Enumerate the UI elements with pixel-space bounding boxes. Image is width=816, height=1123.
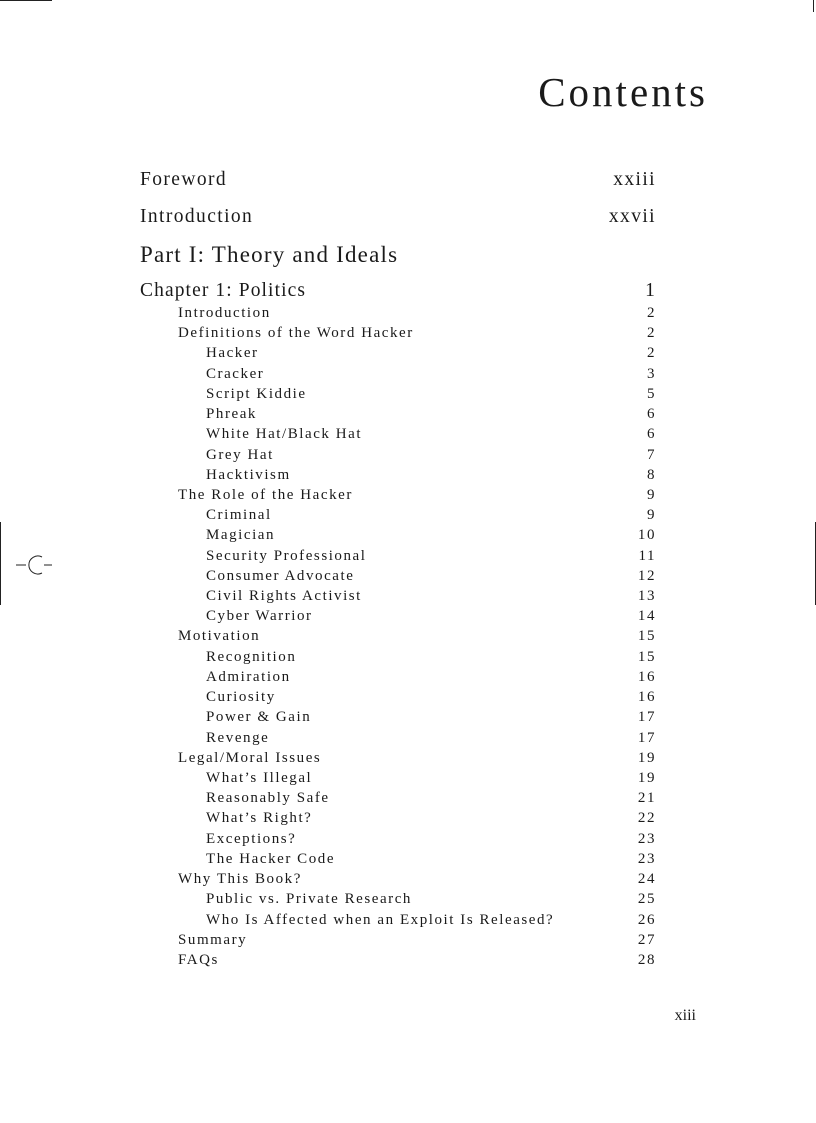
toc-subsection[interactable] <box>206 567 656 585</box>
toc-entry-title: The Role of the Hacker <box>178 487 353 503</box>
toc-part-title: Part I: Theory and Ideals <box>140 242 399 267</box>
toc-subsection[interactable] <box>206 830 656 848</box>
toc-entry-page: 9 <box>646 507 656 523</box>
toc-entry-title: Recognition <box>206 649 297 665</box>
toc-entry-title: Revenge <box>206 730 270 746</box>
toc-entry-page: 6 <box>646 406 656 422</box>
toc-subsection[interactable] <box>206 789 656 807</box>
toc-entry-page: 16 <box>637 669 656 685</box>
toc-entry-title: Cracker <box>206 366 265 382</box>
toc-subsection[interactable] <box>206 587 656 605</box>
toc-subsection[interactable] <box>206 809 656 827</box>
toc-entry-page: 6 <box>646 426 656 442</box>
toc-entry-page: 3 <box>646 366 656 382</box>
toc-entry-page: 12 <box>637 568 656 584</box>
toc-subsection[interactable] <box>206 708 656 726</box>
toc-subsection[interactable] <box>206 425 656 443</box>
toc-entry-foreword[interactable] <box>140 168 656 192</box>
toc-section[interactable] <box>178 931 656 949</box>
toc-subsection[interactable] <box>206 506 656 524</box>
toc-entry-title: Power & Gain <box>206 709 312 725</box>
toc-entry-title: Script Kiddie <box>206 386 307 402</box>
toc-entry-page: 23 <box>637 831 656 847</box>
toc-entry-page: 19 <box>637 750 656 766</box>
toc-entry-page: 13 <box>637 588 656 604</box>
page-title: Contents <box>538 69 708 115</box>
toc-entry-title: Foreword <box>140 169 228 190</box>
toc-subsection[interactable] <box>206 405 656 423</box>
toc-subsection[interactable] <box>206 688 656 706</box>
toc-subsection[interactable] <box>206 547 656 565</box>
toc-subsection[interactable] <box>206 729 656 747</box>
toc-entry-page: 9 <box>646 487 656 503</box>
toc-entry-title: Who Is Affected when an Exploit Is Released? <box>206 912 555 928</box>
toc-entry-page: 25 <box>637 891 656 907</box>
toc-entry-page: xxvii <box>608 206 656 227</box>
toc-entry-page: 5 <box>646 386 656 402</box>
toc-subsection[interactable] <box>206 607 656 625</box>
toc-entry-page: 8 <box>646 467 656 483</box>
toc-subsection[interactable] <box>206 648 656 666</box>
toc-section[interactable] <box>178 324 656 342</box>
toc-entry-page: 26 <box>637 912 656 928</box>
toc-entry-page: 28 <box>637 952 656 968</box>
toc-subsection[interactable] <box>206 385 656 403</box>
toc-entry-title: What’s Illegal <box>206 770 313 786</box>
page-number: xiii <box>674 1007 696 1024</box>
toc-entry-page: xxiii <box>613 169 656 190</box>
toc-entry-page: 2 <box>646 305 656 321</box>
toc-entry-title: FAQs <box>178 952 219 968</box>
toc-chapter-1[interactable] <box>140 279 656 303</box>
toc-entry-title: Admiration <box>206 669 291 685</box>
toc-entry-page: 7 <box>646 447 656 463</box>
toc-subsection[interactable] <box>206 344 656 362</box>
toc-entry-title: Public vs. Private Research <box>206 891 412 907</box>
toc-entry-page: 21 <box>637 790 656 806</box>
toc-entry-title: Motivation <box>178 628 261 644</box>
toc-entry-title: Phreak <box>206 406 257 422</box>
toc-section[interactable] <box>178 486 656 504</box>
toc-entry-title: Introduction <box>178 305 271 321</box>
toc-entry-title: Reasonably Safe <box>206 790 330 806</box>
toc-subsection[interactable] <box>206 526 656 544</box>
toc-entry-page: 22 <box>637 810 656 826</box>
toc-entry-title: Definitions of the Word Hacker <box>178 325 414 341</box>
toc-entry-title: Magician <box>206 527 276 543</box>
toc-entry-title: Exceptions? <box>206 831 297 847</box>
toc-section[interactable] <box>178 870 656 888</box>
toc-entry-title: Consumer Advocate <box>206 568 355 584</box>
toc-entry-title: Hacker <box>206 345 259 361</box>
toc-entry-title: Hacktivism <box>206 467 291 483</box>
toc-entry-title: Why This Book? <box>178 871 302 887</box>
toc-subsection[interactable] <box>206 911 656 929</box>
toc-entry-title: The Hacker Code <box>206 851 336 867</box>
toc-entry-page: 23 <box>637 851 656 867</box>
toc-subsection[interactable] <box>206 769 656 787</box>
toc-subsection[interactable] <box>206 890 656 908</box>
toc-section[interactable] <box>178 951 656 969</box>
toc-subsection[interactable] <box>206 466 656 484</box>
toc-entry-page: 2 <box>646 345 656 361</box>
toc-section[interactable] <box>178 304 656 322</box>
toc-subsection[interactable] <box>206 668 656 686</box>
toc-entry-title: Cyber Warrior <box>206 608 313 624</box>
toc-entry-title: Civil Rights Activist <box>206 588 362 604</box>
toc-entry-page: 15 <box>637 649 656 665</box>
toc-entry-page: 17 <box>637 730 656 746</box>
toc-entry-title: Legal/Moral Issues <box>178 750 322 766</box>
toc-entry-title: Security Professional <box>206 548 367 564</box>
toc-subsection[interactable] <box>206 446 656 464</box>
toc-entry-page: 11 <box>638 548 656 564</box>
toc-entry-title: Criminal <box>206 507 272 523</box>
toc-section[interactable] <box>178 749 656 767</box>
toc-entry-page: 27 <box>637 932 656 948</box>
toc-entry-page: 2 <box>646 325 656 341</box>
toc-entry-page: 24 <box>637 871 656 887</box>
toc-entry-title: White Hat/Black Hat <box>206 426 363 442</box>
toc-entry-title: Grey Hat <box>206 447 274 463</box>
toc-entry-page: 10 <box>637 527 656 543</box>
toc-chapter-title: Chapter 1: Politics <box>140 280 307 301</box>
toc-subsection[interactable] <box>206 365 656 383</box>
toc-section[interactable] <box>178 627 656 645</box>
toc-entry-page: 19 <box>637 770 656 786</box>
toc-entry-title: Curiosity <box>206 689 276 705</box>
toc-entry-title: Summary <box>178 932 248 948</box>
toc-entry-page: 15 <box>637 628 656 644</box>
toc-entry-title: Introduction <box>140 206 254 227</box>
toc-chapter-page: 1 <box>645 280 656 301</box>
toc-entry-introduction[interactable] <box>140 205 656 229</box>
toc-entry-page: 17 <box>637 709 656 725</box>
toc-entry-page: 14 <box>637 608 656 624</box>
toc-entry-title: What’s Right? <box>206 810 313 826</box>
toc-subsection[interactable] <box>206 850 656 868</box>
toc-part-heading[interactable] <box>140 241 656 269</box>
toc-entry-page: 16 <box>637 689 656 705</box>
